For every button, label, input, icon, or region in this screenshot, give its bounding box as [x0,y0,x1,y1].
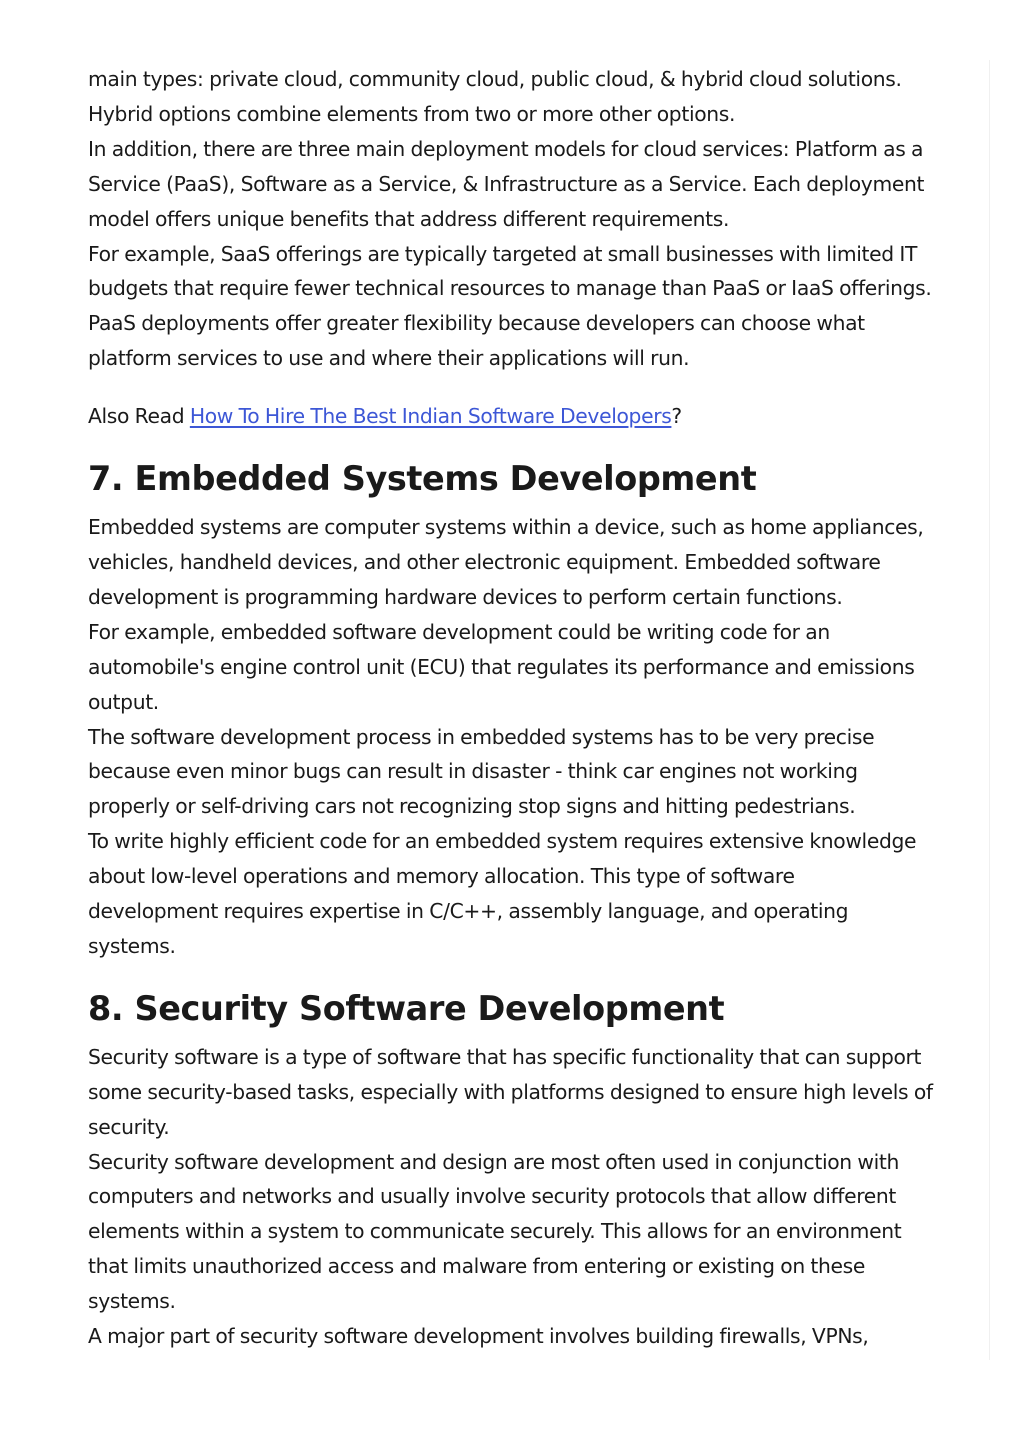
paragraph: To write highly efficient code for an embedded system requires extensive knowledge about low-level operations and memory allocation. This type of software development requires expertise in C/C++, assembly language, and operating systems. [88,829,917,958]
paragraph: A major part of security software development involves building firewalls, VPNs, [88,1324,869,1349]
also-read-prefix: Also Read [88,404,190,429]
also-read-suffix: ? [671,404,682,429]
paragraph: In addition, there are three main deployment models for cloud services: Platform as a Service (PaaS), Software as a Service, & Infrastructure as a Service. Each deployment model offers unique benefits that address different requirements. [88,136,925,231]
section-security-software [88,987,974,1354]
also-read-link[interactable]: How To Hire The Best Indian Software Developers [189,404,672,429]
paragraph: For example, SaaS offerings are typically targeted at small businesses with limited IT budgets that require fewer technical resources to manage than PaaS or IaaS offerings. PaaS deployments offer greater flexibility because developers can choose what platform services to use and where their applications will run. [88,241,932,371]
also-read-line [88,399,974,434]
intro-section [88,62,974,376]
paragraph: For example, embedded software development could be writing code for an automobile's engine control unit (ECU) that regulates its performance and emissions output. [88,619,915,714]
paragraph: Embedded systems are computer systems within a device, such as home appliances, vehicles, handheld devices, and other electronic equipment. Embedded software development is programming hardware devices to perform certain functions. [88,515,924,609]
paragraph: Security software is a type of software that has specific functionality that can support some security-based tasks, especially with platforms designed to ensure high levels of security. [88,1044,933,1139]
paragraph: The software development process in embedded systems has to be very precise because even minor bugs can result in disaster - think car engines not working properly or self-driving cars not recognizing stop signs and hitting pedestrians. [88,724,875,819]
section-heading: 7. Embedded Systems Development [88,459,757,499]
section-embedded-systems [88,457,974,964]
paragraph: Security software development and design are most often used in conjunction with computers and networks and usually involve security protocols that allow different elements within a system to communicate securely. This allows for an environment that limits unauthorized access and malware from entering or existing on these systems. [88,1149,902,1314]
section-heading: 8. Security Software Development [88,988,725,1028]
paragraph: main types: private cloud, community cloud, public cloud, & hybrid cloud solutions. Hybrid options combine elements from two or more other options. [88,67,902,126]
